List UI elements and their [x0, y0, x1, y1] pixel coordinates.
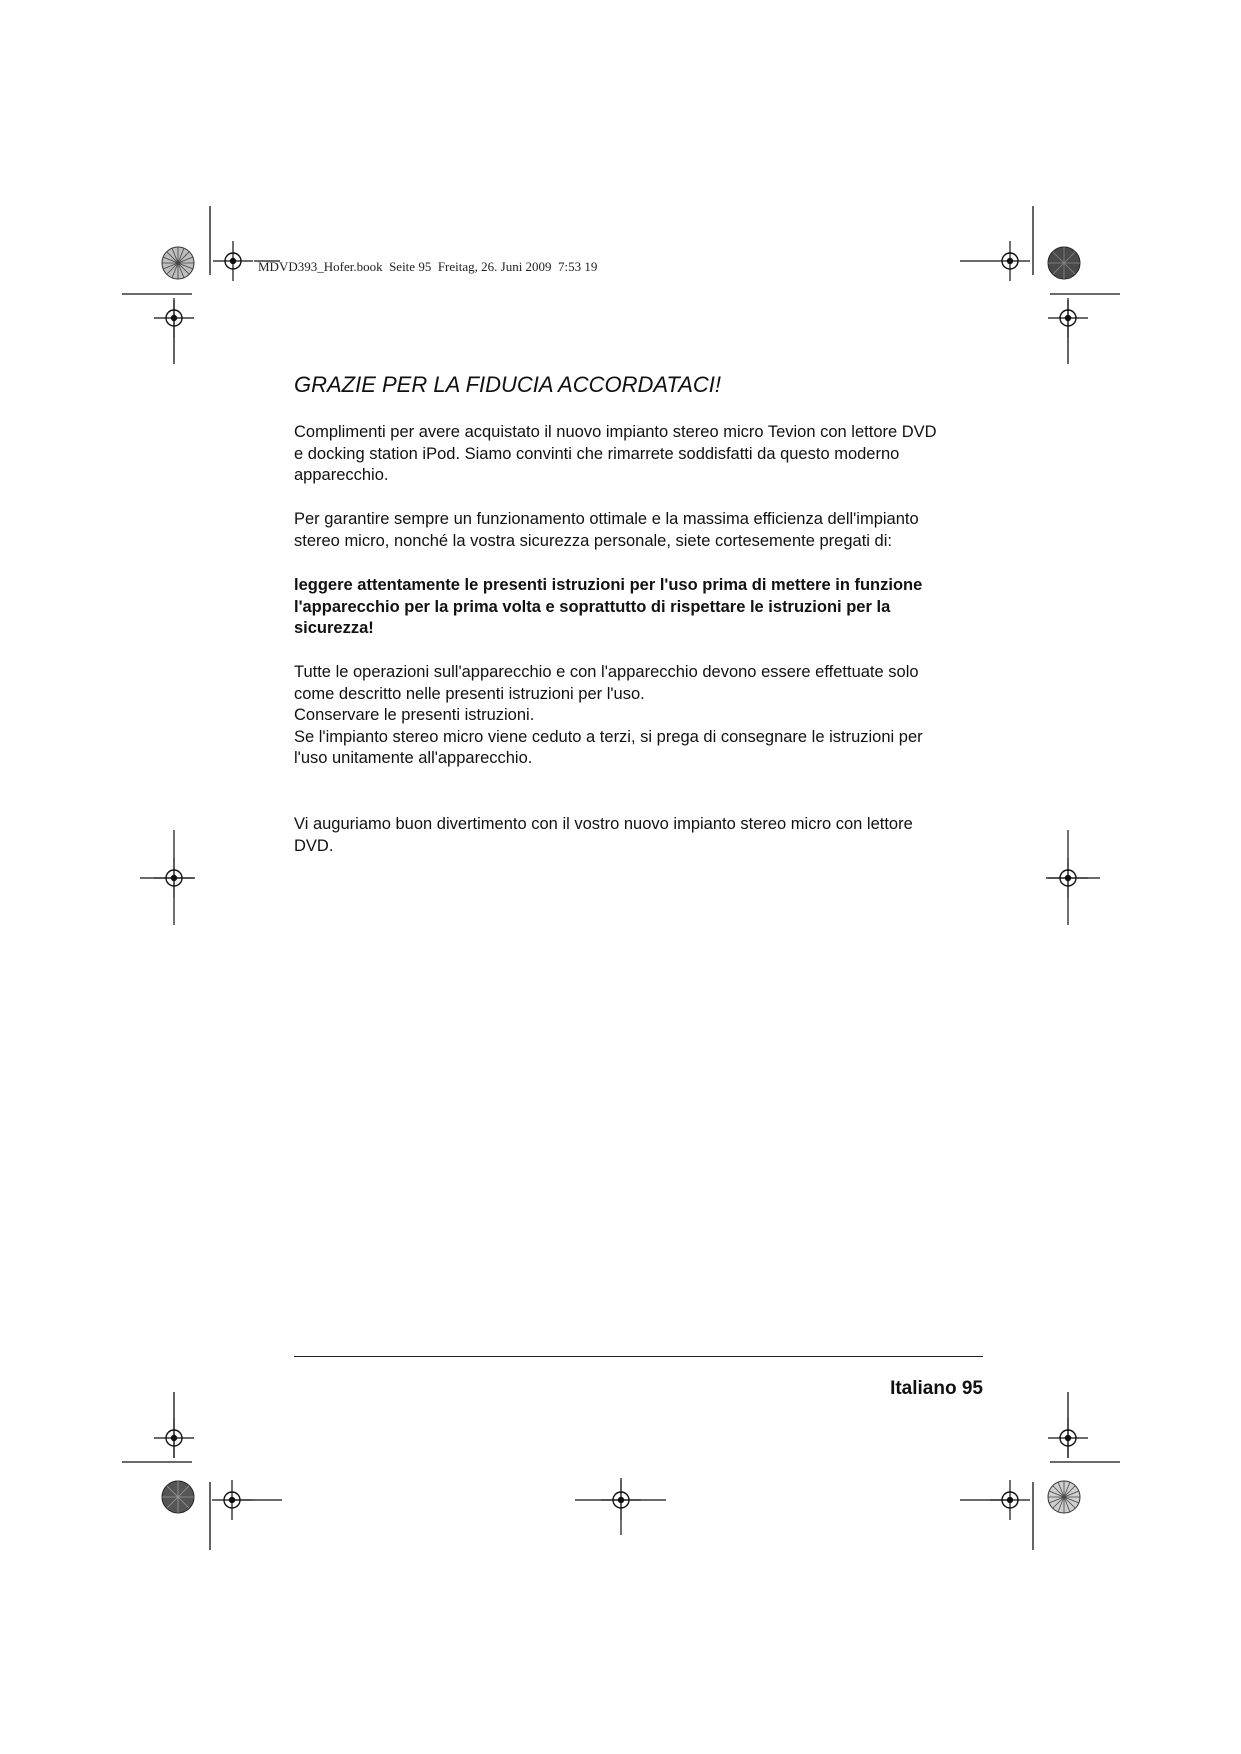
- text-line: stereo micro, nonché la vostra sicurezza personale, siete cortesemente pregati di:: [294, 531, 892, 550]
- text-line: l'apparecchio per la prima volta e soprattutto di rispettare le istruzioni per la: [294, 597, 891, 616]
- intro-paragraph: [294, 422, 994, 487]
- text-line: Per garantire sempre un funzionamento ottimale e la massima efficienza dell'impianto: [294, 510, 919, 528]
- star-target-top-right: [1048, 247, 1080, 279]
- text-line: Se l'impianto stereo micro viene ceduto a terzi, si prega di consegnare le istruzioni per: [294, 727, 923, 746]
- safety-instruction-paragraph: [294, 575, 994, 640]
- page-title: GRAZIE PER LA FIDUCIA ACCORDATACI!: [294, 372, 722, 397]
- footer-rule: [294, 1356, 983, 1357]
- text-line: leggere attentamente le presenti istruzioni per l'uso prima di mettere in funzione: [294, 576, 923, 594]
- text-line: Vi auguriamo buon divertimento con il vostro nuovo impianto stereo micro con lettore: [294, 815, 913, 833]
- operations-paragraph: [294, 662, 994, 770]
- text-line: DVD.: [294, 836, 334, 855]
- star-target-bottom-left: [162, 1481, 194, 1513]
- star-target-top-left: [162, 247, 194, 279]
- printer-slug: MDVD393_Hofer.book Seite 95 Freitag, 26. Juni 2009 7:53 19: [258, 259, 598, 274]
- text-line: l'uso unitamente all'apparecchio.: [294, 749, 533, 767]
- text-line: Tutte le operazioni sull'apparecchio e con l'apparecchio devono essere effettuate solo: [294, 663, 919, 681]
- closing-paragraph: [294, 814, 994, 857]
- text-line: come descritto nelle presenti istruzioni per l'uso.: [294, 684, 645, 703]
- text-line: sicurezza!: [294, 619, 374, 637]
- text-line: apparecchio.: [294, 466, 389, 484]
- text-line: e docking station iPod. Siamo convinti che rimarrete soddisfatti da questo moderno: [294, 444, 900, 463]
- purpose-paragraph: [294, 509, 994, 552]
- text-line: Conservare le presenti istruzioni.: [294, 706, 535, 724]
- page-number: Italiano 95: [890, 1378, 983, 1399]
- text-line: Complimenti per avere acquistato il nuovo impianto stereo micro Tevion con lettore DVD: [294, 423, 937, 441]
- crop-lines-top: [122, 206, 1120, 364]
- star-target-bottom-right: [1048, 1481, 1080, 1513]
